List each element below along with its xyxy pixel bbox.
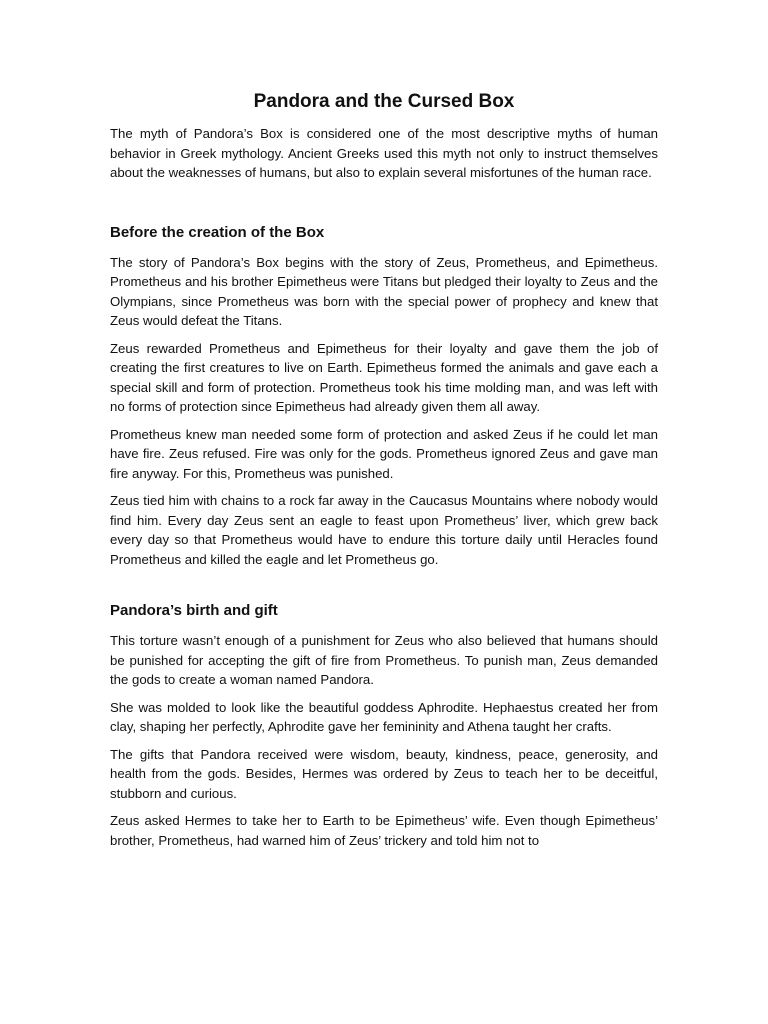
paragraph: This torture wasn’t enough of a punishment for Zeus who also believed that humans should be punished for accepting the gift of fire from Prometheus. To punish man, Zeus demanded the gods to create a woman named Pandora. [110, 633, 658, 687]
paragraph: She was molded to look like the beautiful goddess Aphrodite. Hephaestus created her from clay, shaping her perfectly, Aphrodite gave her femininity and Athena taught her crafts. [110, 699, 658, 734]
paragraph: Zeus rewarded Prometheus and Epimetheus for their loyalty and gave them the job of creating the first creatures to live on Earth. Epimetheus formed the animals and gave each a special skill and form of protection. Prometheus took his time molding man, and was left with no forms of protection since Epimetheus had already given them all away. [110, 340, 658, 414]
section-pandora-birth [110, 601, 658, 850]
intro-paragraph: The myth of Pandora’s Box is considered one of the most descriptive myths of human behavior in Greek mythology. Ancient Greeks used this myth not only to instruct themselves about the weaknesses of humans, but also to explain several misfortunes of the human race. [110, 126, 658, 180]
paragraph: Prometheus knew man needed some form of protection and asked Zeus if he could let man have fire. Zeus refused. Fire was only for the gods. Prometheus ignored Zeus and gave man fire anyway. For this, Prometheus was punished. [110, 426, 658, 481]
paragraph: The story of Pandora’s Box begins with the story of Zeus, Prometheus, and Epimetheus. Prometheus and his brother Epimetheus were Titans but pledged their loyalty to Zeus and the Olympians, since Prometheus was born with the special power of prophecy and knew that Zeus would defeat the Titans. [110, 254, 658, 328]
paragraph: Zeus tied him with chains to a rock far away in the Caucasus Mountains where nobody would find him. Every day Zeus sent an eagle to feast upon Prometheus’ liver, which grew back every day so that Prometheus would have to endure this torture daily until Heracles found Prometheus and killed the eagle and let Prometheus go. [110, 493, 658, 567]
document-body [110, 124, 658, 858]
section-heading: Before the creation of the Box [110, 223, 325, 241]
paragraph: Zeus asked Hermes to take her to Earth to be Epimetheus’ wife. Even though Epimetheus’ brother, Prometheus, had warned him of Zeus’ trickery and told him not to [110, 813, 658, 848]
document-title: Pandora and the Cursed Box [253, 91, 515, 112]
section-before-creation [110, 223, 658, 570]
section-heading: Pandora’s birth and gift [110, 602, 278, 619]
paragraph: The gifts that Pandora received were wisdom, beauty, kindness, peace, generosity, and health from the gods. Besides, Hermes was ordered by Zeus to teach her to be deceitful, stubborn and curious. [110, 746, 658, 801]
